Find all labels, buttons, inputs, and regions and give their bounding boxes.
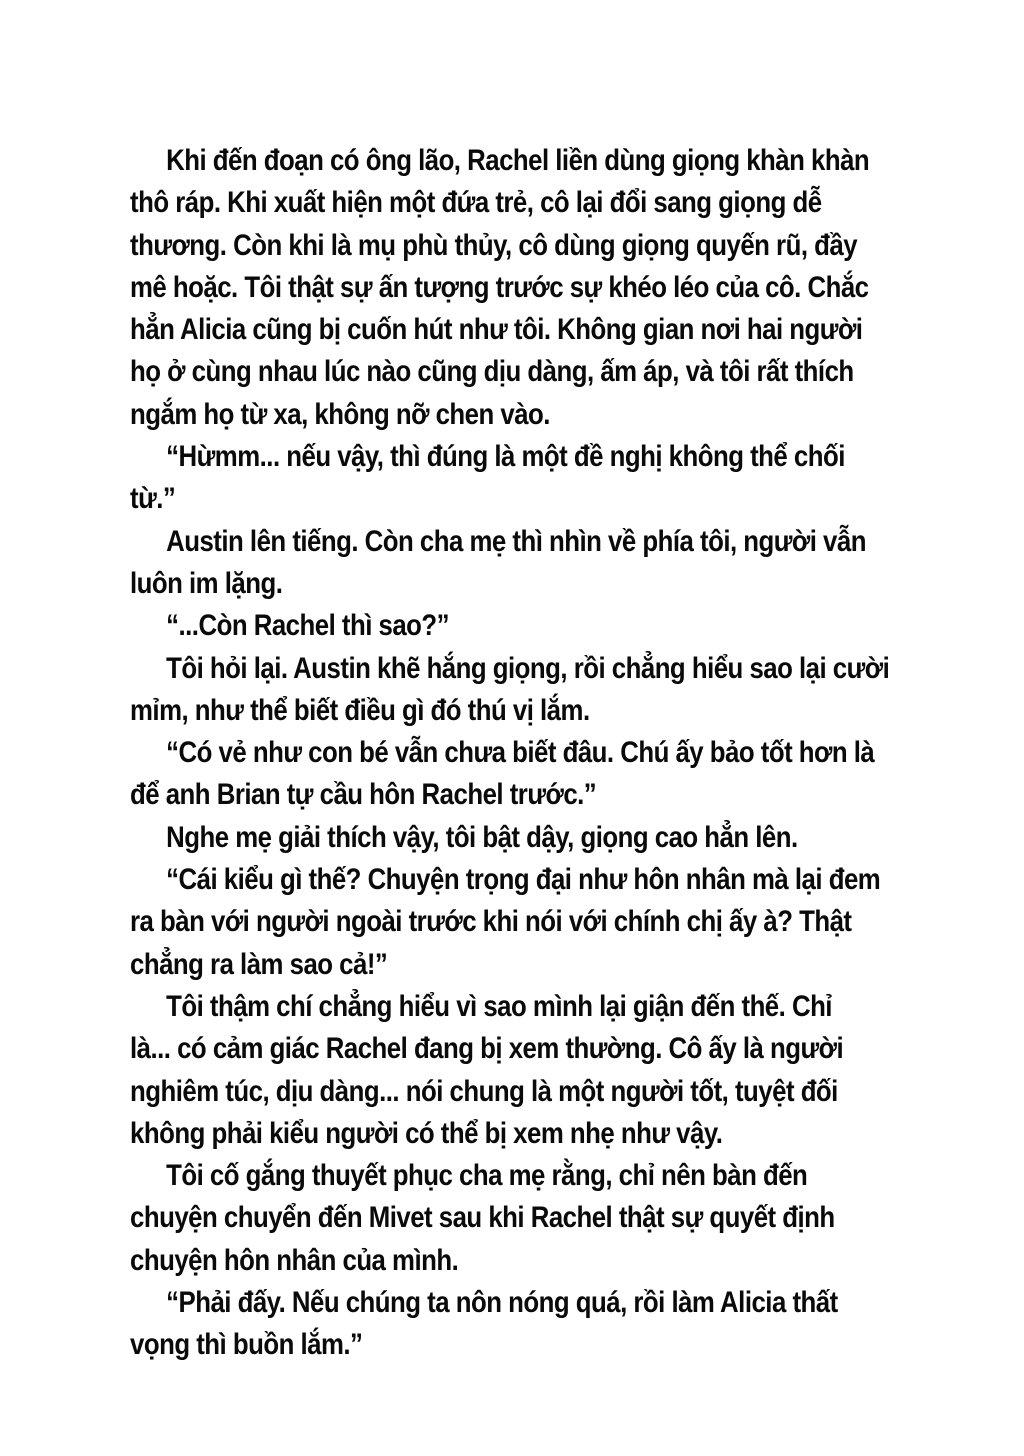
text-line: hẳn Alicia cũng bị cuốn hút như tôi. Không gian nơi hai người [130, 313, 863, 347]
body-text [130, 140, 930, 1367]
paragraph-first-line: “Có vẻ như con bé vẫn chưa biết đâu. Chú ấy bảo tốt hơn là [166, 736, 875, 770]
text-line: thương. Còn khi là mụ phù thủy, cô dùng giọng quyến rũ, đầy [130, 228, 858, 262]
text-line: họ ở cùng nhau lúc nào cũng dịu dàng, ấm áp, và tôi rất thích [130, 355, 854, 389]
text-line: để anh Brian tự cầu hôn Rachel trước.” [130, 778, 597, 812]
text-line: thô ráp. Khi xuất hiện một đứa trẻ, cô lại đổi sang giọng dễ [130, 186, 822, 220]
text-line: từ.” [130, 482, 176, 516]
text-line: ra bàn với người ngoài trước khi nói với chính chị ấy à? Thật [130, 905, 852, 939]
paragraph-first-line: “Cái kiểu gì thế? Chuyện trọng đại như hôn nhân mà lại đem [166, 863, 881, 897]
paragraph-first-line: Tôi thậm chí chẳng hiểu vì sao mình lại giận đến thế. Chỉ [166, 989, 832, 1023]
text-line: là... có cảm giác Rachel đang bị xem thường. Cô ấy là người [130, 1032, 844, 1066]
text-line: luôn im lặng. [130, 566, 283, 600]
text-line: không phải kiểu người có thể bị xem nhẹ như vậy. [130, 1116, 723, 1150]
paragraph-first-line: “Hừmm... nếu vậy, thì đúng là một đề nghị không thể chối [166, 440, 845, 474]
paragraph-first-line: Nghe mẹ giải thích vậy, tôi bật dậy, giọng cao hẳn lên. [166, 820, 798, 854]
paragraph-first-line: Tôi cố gắng thuyết phục cha mẹ rằng, chỉ nên bàn đến [166, 1159, 808, 1193]
text-line: ngắm họ từ xa, không nỡ chen vào. [130, 397, 550, 431]
paragraph-first-line: Tôi hỏi lại. Austin khẽ hắng giọng, rồi chẳng hiểu sao lại cười [166, 651, 890, 685]
text-line: mỉm, như thể biết điều gì đó thú vị lắm. [130, 693, 590, 727]
paragraph-first-line: Khi đến đoạn có ông lão, Rachel liền dùng giọng khàn khàn [166, 144, 870, 177]
text-line: mê hoặc. Tôi thật sự ấn tượng trước sự khéo léo của cô. Chắc [130, 270, 869, 304]
text-line: nghiêm túc, dịu dàng... nói chung là một người tốt, tuyệt đối [130, 1074, 838, 1108]
paragraph-first-line: “...Còn Rachel thì sao?” [166, 609, 450, 643]
text-line: chuyện chuyển đến Mivet sau khi Rachel thật sự quyết định [130, 1201, 835, 1235]
text-line: chẳng ra làm sao cả!” [130, 947, 388, 981]
text-line: vọng thì buồn lắm.” [130, 1328, 363, 1362]
paragraph-first-line: Austin lên tiếng. Còn cha mẹ thì nhìn về phía tôi, người vẫn [166, 524, 866, 558]
text-line: chuyện hôn nhân của mình. [130, 1243, 459, 1277]
paragraph-first-line: “Phải đấy. Nếu chúng ta nôn nóng quá, rồi làm Alicia thất [166, 1286, 838, 1320]
